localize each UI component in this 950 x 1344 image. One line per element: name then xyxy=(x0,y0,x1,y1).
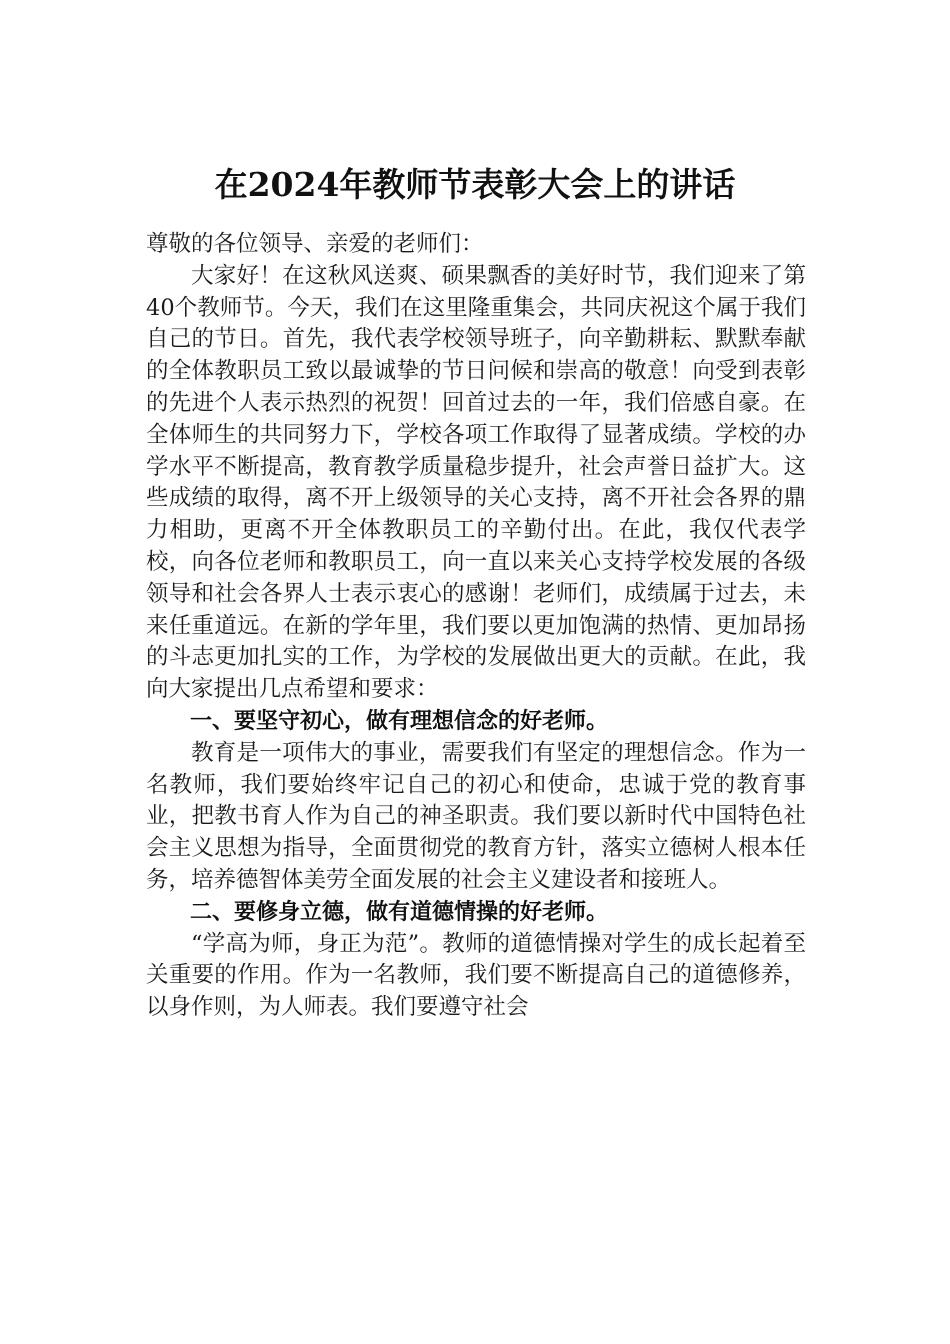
paragraph-section-1: 教育是一项伟大的事业，需要我们有坚定的理想信念。作为一名教师，我们要始终牢记自己的初心和使命，忠诚于党的教育事业，把教书育人作为自己的神圣职责。我们要以新时代中国特色社会主义思想为指导，全面贯彻党的教育方针，落实立德树人根本任务，培养德智体美劳全面发展的社会主义建设者和接班人。 xyxy=(146,739,806,893)
section-heading-1: 一、要坚守初心，做有理想信念的好老师。 xyxy=(190,708,609,734)
document-body xyxy=(146,229,806,1024)
page-title: 在2024年教师节表彰大会上的讲话 xyxy=(214,165,736,204)
section-heading-2: 二、要修身立德，做有道德情操的好老师。 xyxy=(190,899,609,925)
paragraph-opening: 大家好！在这秋风送爽、硕果飘香的美好时节，我们迎来了第40个教师节。今天，我们在这里隆重集会，共同庆祝这个属于我们自己的节日。首先，我代表学校领导班子，向辛勤耕耘、默默奉献的全体教职员工致以最诚挚的节日问候和崇高的敬意！向受到表彰的先进个人表示热烈的祝贺！回首过去的一年，我们倍感自豪。在全体师生的共同努力下，学校各项工作取得了显著成绩。学校的办学水平不断提高，教育教学质量稳步提升，社会声誉日益扩大。这些成绩的取得，离不开上级领导的关心支持，离不开社会各界的鼎力相助，更离不开全体教职员工的辛勤付出。在此，我仅代表学校，向各位老师和教职员工，向一直以来关心支持学校发展的各级领导和社会各界人士表示衷心的感谢！老师们，成绩属于过去，未来任重道远。在新的学年里，我们要以更加饱满的热情、更加昂扬的斗志更加扎实的工作，为学校的发展做出更大的贡献。在此，我向大家提出几点希望和要求： xyxy=(146,262,806,703)
paragraph-section-2: “学高为师，身正为范”。教师的道德情操对学生的成长起着至关重要的作用。作为一名教师，我们要不断提高自己的道德修养，以身作则，为人师表。我们要遵守社会 xyxy=(146,930,806,1021)
salutation: 尊敬的各位领导、亲爱的老师们： xyxy=(146,231,484,257)
